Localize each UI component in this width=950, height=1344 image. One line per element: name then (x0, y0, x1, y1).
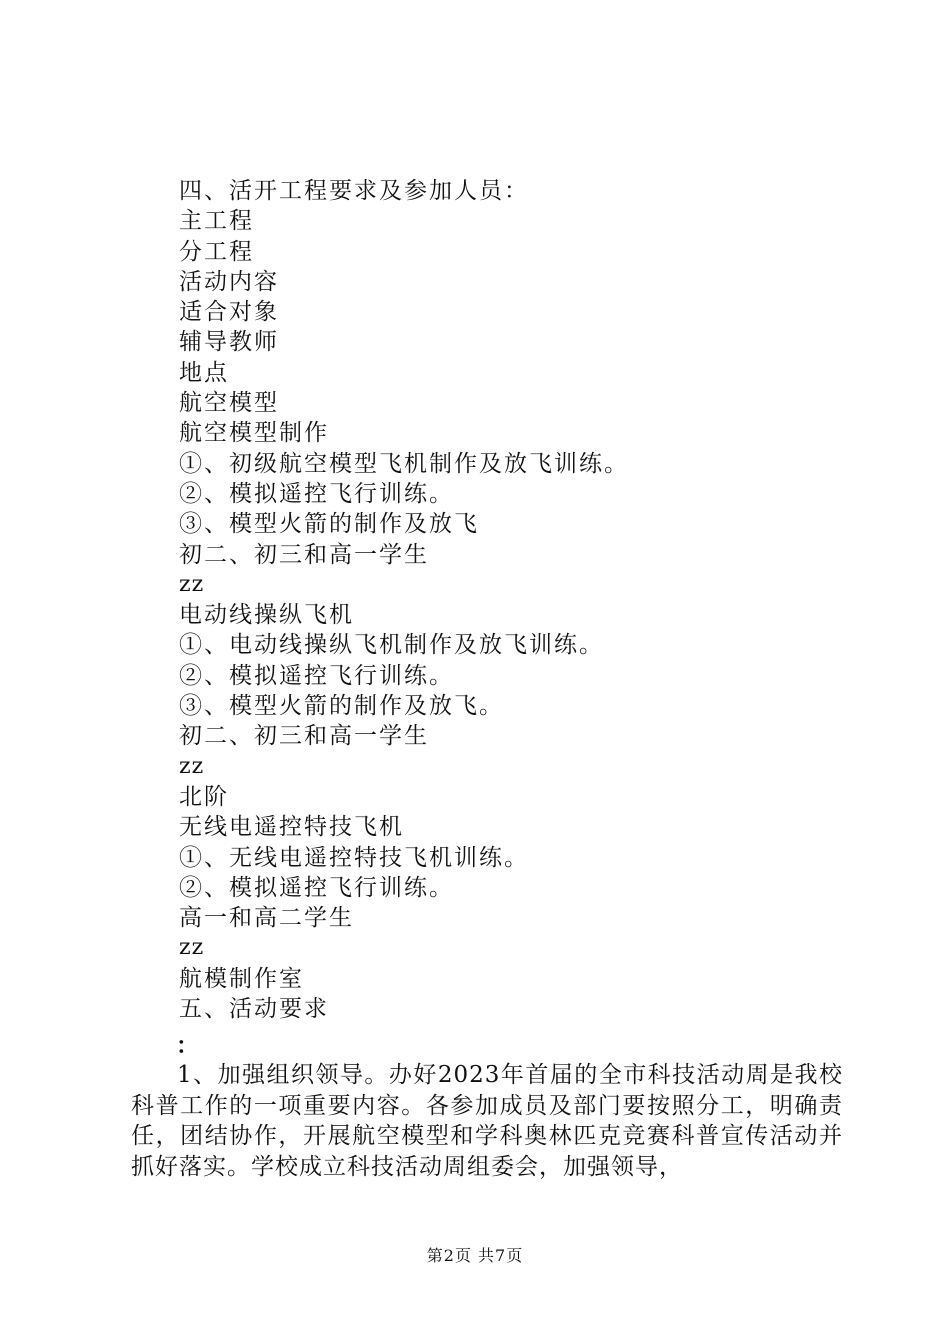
list-item: ③、模型火箭的制作及放飞。 (179, 693, 504, 720)
paragraph-text: 1、加强组织领导。办好2023年首届的全市科技活动周是我校科普工作的一项重要内容。各参加成员及部门要按照分工，明确责任，团结协作，开展航空模型和学科奥林匹克竞赛科普宣传活动并抓好落实。学校成立科技活动周组委会，加强领导， (131, 1062, 843, 1180)
list-item: 航空模型制作 (179, 420, 329, 447)
list-item: 航模制作室 (179, 965, 304, 992)
list-item: zz (179, 571, 205, 597)
list-item: 北阶 (179, 783, 229, 810)
list-item: 无线电遥控特技飞机 (179, 814, 404, 841)
list-item: 适合对象 (179, 299, 279, 326)
list-item: zz (179, 935, 205, 961)
list-item: 初二、初三和高一学生 (179, 541, 429, 568)
section-heading: 四、活开工程要求及参加人员： (179, 178, 529, 204)
list-item: 辅导教师 (179, 329, 279, 356)
list-item: ③、模型火箭的制作及放飞 (179, 511, 479, 538)
item-list (179, 176, 879, 1024)
list-item: 主工程 (179, 208, 254, 235)
page-footer: 第2页 共7页 (426, 1246, 524, 1265)
list-item: 航空模型 (179, 390, 279, 417)
colon-mark: ： (176, 1032, 199, 1059)
list-item: 电动线操纵飞机 (179, 602, 354, 629)
list-item: 地点 (179, 359, 229, 386)
list-item: ②、模拟遥控飞行训练。 (179, 662, 454, 689)
list-item: ①、初级航空模型飞机制作及放飞训练。 (179, 450, 629, 477)
body-paragraph (131, 1060, 843, 1182)
list-item: ①、电动线操纵飞机制作及放飞训练。 (179, 632, 604, 659)
list-item: 分工程 (179, 238, 254, 265)
list-item: ②、模拟遥控飞行训练。 (179, 874, 454, 901)
section-heading: 五、活动要求 (179, 996, 329, 1023)
list-item: zz (179, 753, 205, 779)
list-item: 高一和高二学生 (179, 905, 354, 932)
list-item: ②、模拟遥控飞行训练。 (179, 480, 454, 507)
list-item: ①、无线电遥控特技飞机训练。 (179, 844, 529, 871)
list-item: 活动内容 (179, 268, 279, 295)
list-item: 初二、初三和高一学生 (179, 723, 429, 750)
